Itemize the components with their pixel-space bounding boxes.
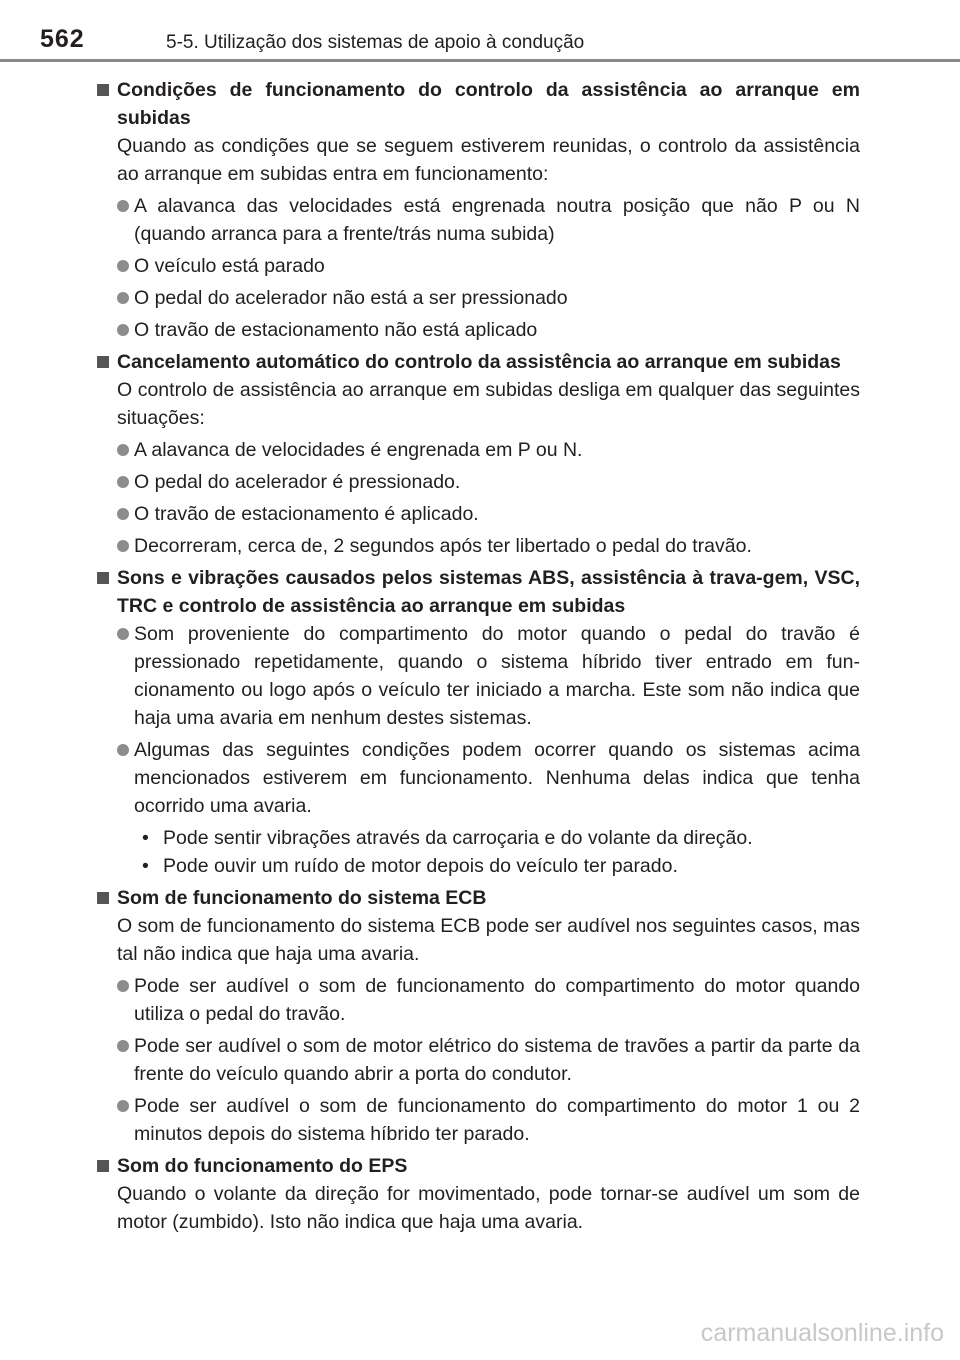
- list-item-text: Pode ser audível o som de motor elétrico do sistema de travões a partir da parte da frente do veículo quando abrir a porta do condutor.: [134, 1035, 860, 1085]
- circle-bullet-icon: [117, 200, 129, 212]
- section-intro: O controlo de assistência ao arranque em subidas desliga em qualquer das seguintes situações:: [117, 379, 860, 429]
- section-title: Sons e vibrações causados pelos sistemas ABS, assistência à trava-gem, VSC, TRC e controlo de assistência ao arranque em subidas: [117, 567, 860, 617]
- square-bullet-icon: [97, 356, 109, 368]
- page-header: [0, 0, 960, 62]
- section-intro: Quando as condições que se seguem estiverem reunidas, o controlo da assistência ao arranque em subidas entra em funcionamento:: [117, 135, 860, 185]
- list-item: [117, 316, 860, 344]
- section-intro: Quando o volante da direção for movimentado, pode tornar-se audível um som de motor (zumbido). Isto não indica que haja uma avaria.: [117, 1183, 860, 1233]
- list-item: [117, 620, 860, 732]
- list-item-text: O veículo está parado: [134, 255, 325, 277]
- square-bullet-icon: [97, 1160, 109, 1172]
- circle-bullet-icon: [117, 1100, 129, 1112]
- circle-bullet-icon: [117, 1040, 129, 1052]
- circle-bullet-icon: [117, 324, 129, 336]
- section-title: Condições de funcionamento do controlo da assistência ao arranque em subidas: [117, 79, 860, 129]
- circle-bullet-icon: [117, 444, 129, 456]
- circle-bullet-icon: [117, 476, 129, 488]
- list-item-text: O pedal do acelerador é pressionado.: [134, 471, 461, 493]
- section-eps-sound: [97, 1152, 860, 1236]
- sub-list-item-text: Pode ouvir um ruído de motor depois do veículo ter parado.: [163, 855, 678, 877]
- list-item: [117, 1092, 860, 1148]
- circle-bullet-icon: [117, 540, 129, 552]
- list-item: [117, 252, 860, 280]
- sub-bullet-marker: •: [142, 827, 149, 849]
- list-item-text: Som proveniente do compartimento do motor quando o pedal do travão é pressionado repetidamente, quando o sistema híbrido tiver entrado em fun-cionamento ou logo após o veículo ter iniciado a marcha. Este som não indica que haja uma avaria em nenhum destes sistemas.: [134, 623, 860, 729]
- list-item-text: A alavanca de velocidades é engrenada em P ou N.: [134, 439, 583, 461]
- list-item: [117, 284, 860, 312]
- sub-bullet-marker: •: [142, 855, 149, 877]
- list-item-text: A alavanca das velocidades está engrenada noutra posição que não P ou N (quando arranca para a frente/trás numa subida): [134, 195, 860, 245]
- list-item-text: O travão de estacionamento é aplicado.: [134, 503, 479, 525]
- list-item: [117, 468, 860, 496]
- section-ecb-sound: [97, 884, 860, 1148]
- page-content: [97, 76, 860, 1240]
- section-title: Som de funcionamento do sistema ECB: [117, 887, 487, 909]
- list-item: [117, 192, 860, 248]
- header-divider: [0, 59, 960, 62]
- section-title: Cancelamento automático do controlo da assistência ao arranque em subidas: [117, 351, 841, 373]
- list-item: [117, 532, 860, 560]
- list-item-text: O pedal do acelerador não está a ser pressionado: [134, 287, 568, 309]
- list-item: [117, 436, 860, 464]
- chapter-title: 5-5. Utilização dos sistemas de apoio à condução: [166, 32, 585, 53]
- section-title: Som do funcionamento do EPS: [117, 1155, 408, 1177]
- list-item: [117, 972, 860, 1028]
- circle-bullet-icon: [117, 744, 129, 756]
- section-intro: O som de funcionamento do sistema ECB pode ser audível nos seguintes casos, mas tal não indica que haja uma avaria.: [117, 915, 860, 965]
- list-item: [117, 500, 860, 528]
- square-bullet-icon: [97, 84, 109, 96]
- circle-bullet-icon: [117, 628, 129, 640]
- list-item-text: Algumas das seguintes condições podem ocorrer quando os sistemas acima mencionados estiverem em funcionamento. Nenhuma delas indica que tenha ocorrido uma avaria.: [134, 739, 860, 817]
- list-item-text: Decorreram, cerca de, 2 segundos após ter libertado o pedal do travão.: [134, 535, 752, 557]
- sub-list-item: [142, 852, 860, 880]
- section-sounds-and-vibrations: [97, 564, 860, 880]
- square-bullet-icon: [97, 572, 109, 584]
- sub-list-item: [142, 824, 860, 852]
- circle-bullet-icon: [117, 260, 129, 272]
- list-item-text: O travão de estacionamento não está aplicado: [134, 319, 538, 341]
- page-number: 562: [40, 25, 85, 53]
- section-automatic-cancellation: [97, 348, 860, 560]
- circle-bullet-icon: [117, 980, 129, 992]
- list-item-text: Pode ser audível o som de funcionamento do compartimento do motor 1 ou 2 minutos depois do sistema híbrido ter parado.: [134, 1095, 860, 1145]
- square-bullet-icon: [97, 892, 109, 904]
- circle-bullet-icon: [117, 292, 129, 304]
- list-item: [117, 736, 860, 820]
- watermark: carmanualsonline.info: [700, 1319, 944, 1347]
- circle-bullet-icon: [117, 508, 129, 520]
- section-hill-start-conditions: [97, 76, 860, 344]
- sub-list-item-text: Pode sentir vibrações através da carroçaria e do volante da direção.: [163, 827, 753, 849]
- list-item: [117, 1032, 860, 1088]
- list-item-text: Pode ser audível o som de funcionamento do compartimento do motor quando utiliza o pedal do travão.: [134, 975, 860, 1025]
